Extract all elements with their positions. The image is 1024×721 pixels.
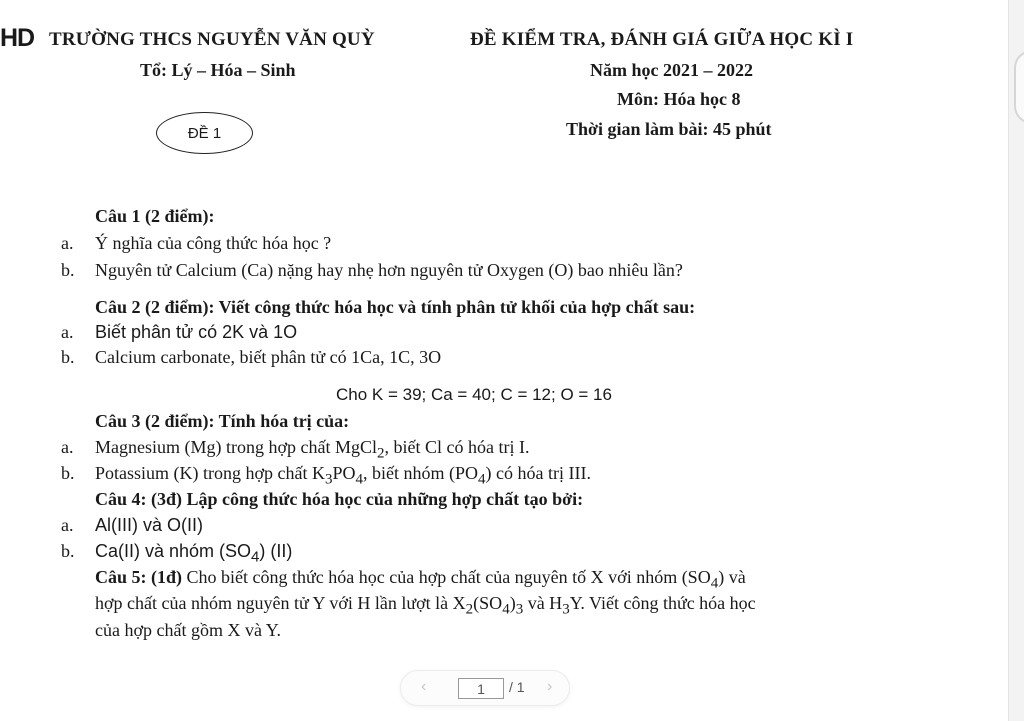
q1-b-text: Nguyên tử Calcium (Ca) nặng hay nhẹ hơn nguyên tử Oxygen (O) bao nhiêu lần? (95, 260, 683, 280)
q4-a-text: Al(III) và O(II) (95, 515, 203, 535)
q5-line-2 (95, 593, 756, 619)
q2-item-b (61, 347, 441, 368)
q2-title: Câu 2 (2 điểm): Viết công thức hóa học và tính phân tử khối của hợp chất sau: (95, 297, 696, 317)
q5-l2-sub-1: 2 (465, 601, 474, 618)
q2-a-text: Biết phân tử có 2K và 1O (95, 322, 298, 342)
q4-a-label: a. (61, 515, 74, 535)
side-panel-handle[interactable] (1014, 50, 1024, 124)
total-pages: / 1 (509, 679, 525, 695)
q1-item-a (61, 233, 331, 254)
time-limit: Thời gian làm bài: 45 phút (566, 119, 772, 139)
q3-b-subscript-2: 4 (355, 471, 364, 488)
exam-variant-label: ĐỀ 1 (187, 124, 222, 142)
current-page: 1 (477, 680, 485, 697)
q1-title: Câu 1 (2 điểm): (95, 206, 215, 226)
q2-a-label: a. (61, 322, 74, 342)
q4-title: Câu 4: (3đ) Lập công thức hóa học của những hợp chất tạo bởi: (95, 489, 584, 509)
q3-b-text: Potassium (K) trong hợp chất K (95, 463, 325, 483)
q3-b-text-2: PO (332, 463, 356, 483)
q3-item-b (61, 463, 591, 489)
exam-title: ĐỀ KIỂM TRA, ĐÁNH GIÁ GIỮA HỌC KÌ I (470, 29, 854, 50)
q5-l2-sub-3: 3 (515, 601, 524, 618)
hd-watermark: HD (0, 24, 35, 52)
q5-title: Câu 5: (1đ) (95, 567, 183, 587)
q4-b-text-end: ) (II) (259, 541, 293, 561)
q1-a-label: a. (61, 233, 74, 253)
q5-l2-text-2: (SO (473, 593, 503, 613)
q5-l1-subscript: 4 (710, 575, 719, 592)
q4-item-b (61, 541, 292, 566)
q2-b-label: b. (61, 347, 75, 367)
q3-item-a (61, 437, 529, 463)
page-number-input[interactable] (458, 678, 504, 699)
q3-a-text-end: , biết Cl có hóa trị I. (384, 437, 530, 457)
q5-l2-text-4: và H (523, 593, 563, 613)
q5-l2-sub-2: 4 (502, 601, 510, 618)
q5-l2-text-end: Y. Viết công thức hóa học (569, 593, 756, 613)
q2-b-text: Calcium carbonate, biết phân tử có 1Ca, 1C, 3O (95, 347, 442, 367)
q3-b-subscript-1: 3 (325, 471, 333, 488)
prev-page-icon[interactable]: ‹ (421, 678, 427, 695)
q4-item-a (61, 515, 203, 536)
q5-l2-sub-4: 3 (562, 601, 570, 618)
q5-l2-text-3: ) (509, 593, 516, 613)
q5-l1-text-end: ) và (718, 567, 746, 587)
q3-b-text-3: , biết nhóm (PO (363, 463, 479, 483)
q5-line-3: của hợp chất gồm X và Y. (95, 620, 281, 640)
q2-given-masses: Cho K = 39; Ca = 40; C = 12; O = 16 (336, 385, 612, 404)
q3-title: Câu 3 (2 điểm): Tính hóa trị của: (95, 411, 350, 431)
exam-variant-badge (156, 112, 253, 154)
q3-a-text: Magnesium (Mg) trong hợp chất MgCl (95, 437, 377, 457)
subject: Môn: Hóa học 8 (617, 89, 741, 109)
next-page-icon[interactable]: › (547, 678, 553, 695)
q3-a-label: a. (61, 437, 74, 457)
q5-l2-text: hợp chất của nhóm nguyên tử Y với H lần lượt là X (95, 593, 466, 613)
department: Tổ: Lý – Hóa – Sinh (140, 60, 296, 80)
q1-a-text: Ý nghĩa của công thức hóa học ? (95, 233, 332, 253)
q4-b-text: Ca(II) và nhóm (SO (95, 541, 252, 561)
page-navigator (400, 670, 570, 706)
q4-b-label: b. (61, 541, 75, 561)
q1-item-b (61, 260, 683, 281)
q3-b-text-end: ) có hóa trị III. (485, 463, 591, 483)
q1-b-label: b. (61, 260, 75, 280)
q4-b-subscript: 4 (251, 548, 260, 566)
q3-b-label: b. (61, 463, 75, 483)
school-year: Năm học 2021 – 2022 (590, 60, 753, 80)
q5-l1-text: Cho biết công thức hóa học của hợp chất của nguyên tố X với nhóm (SO (182, 567, 711, 587)
q2-item-a (61, 322, 297, 343)
school-name: TRƯỜNG THCS NGUYỄN VĂN QUỲ (49, 29, 375, 50)
q3-b-subscript-3: 4 (478, 471, 486, 488)
q5-line-1 (95, 567, 746, 593)
q3-a-subscript: 2 (377, 445, 385, 462)
